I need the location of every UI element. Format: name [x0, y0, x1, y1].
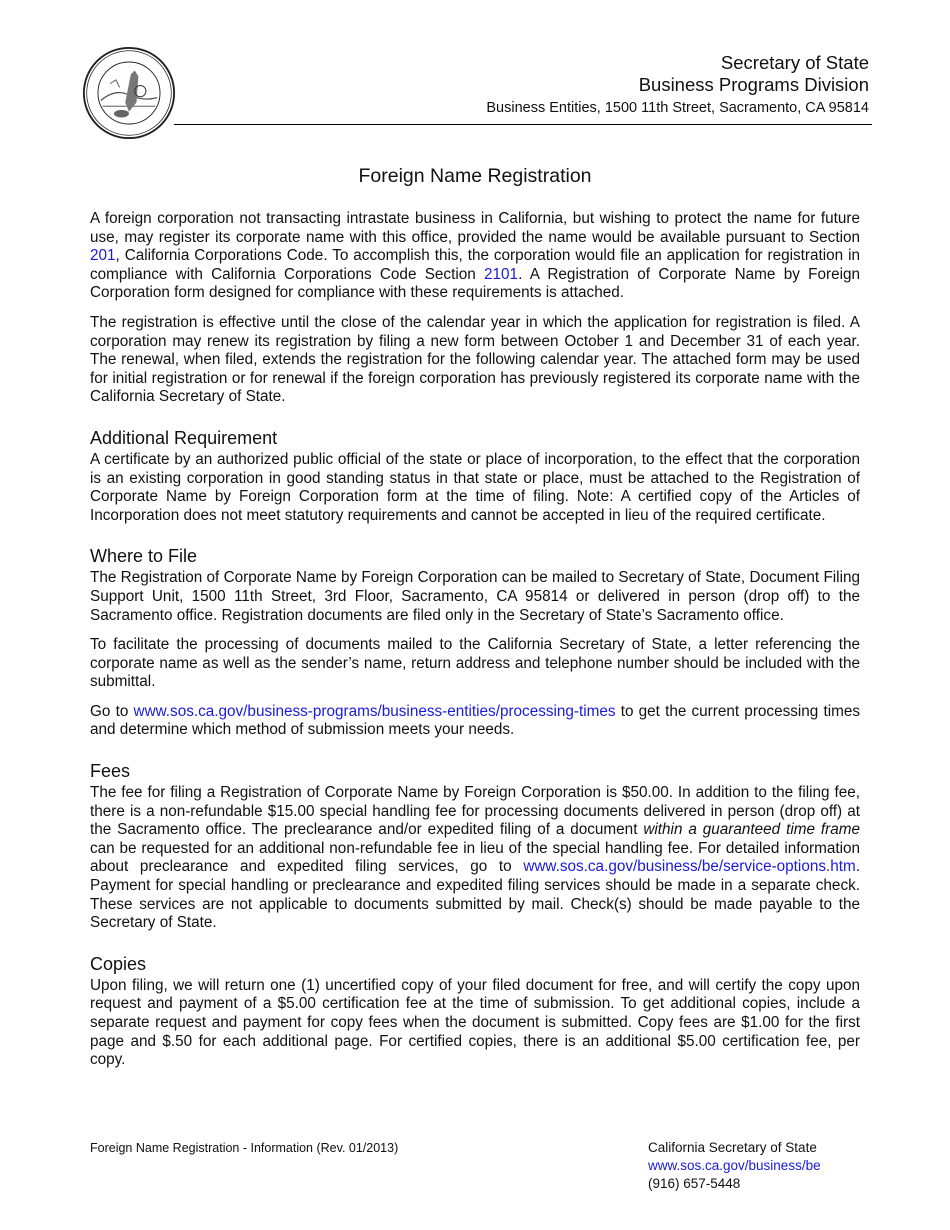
agency-name: Secretary of State — [720, 52, 869, 73]
emphasis-text: within a guaranteed time frame — [643, 821, 860, 839]
text: . A Registration of Corporate Name by Foreign Corporation form designed for compliance with these requirements is attached. — [90, 265, 860, 302]
header-divider — [174, 124, 872, 125]
text: A foreign corporation not transacting intrastate business in California, but wishing to protect the name for future use, may register its corporate name with this office, provided the name would be available pursuant to Section — [90, 210, 860, 246]
footer-website-link[interactable]: www.sos.ca.gov/business/be — [648, 1158, 821, 1173]
fees-paragraph — [90, 784, 860, 933]
agency-header — [486, 52, 869, 119]
intro-paragraph-1 — [90, 210, 860, 303]
california-seal-logo — [82, 46, 176, 140]
document-body — [90, 210, 860, 1081]
text: can be requested for an additional non-refundable fee in lieu of the special handling fee. For detailed information about preclearance and expedited filing services, go to — [90, 839, 860, 876]
footer-contact — [648, 1139, 821, 1193]
copies-paragraph: Upon filing, we will return one (1) uncertified copy of your filed document for free, and will certify the copy upon request and payment of a $5.00 certification fee at the time of submission. To get additional copies, include a separate request and payment for copy fees when the document is submitted. Copy fees are $1.00 for the first page and $.50 for each additional page. For certified copies, there is an additional $5.00 certification fee, per copy. — [90, 976, 860, 1069]
intro-paragraph-2: The registration is effective until the close of the calendar year in which the application for registration is filed. A corporation may renew its registration by filing a new form between October 1 and December 31 of each year. The renewal, when filed, extends the registration for the following calendar year. The attached form may be used for initial registration or for renewal if the foreign corporation has previously registered its corporate name with the California Secretary of State. — [90, 313, 860, 406]
footer-org: California Secretary of State — [648, 1140, 817, 1155]
division-name: Business Programs Division — [638, 74, 869, 95]
fees-heading: Fees — [90, 761, 131, 782]
section-201-link[interactable]: 201 — [90, 247, 116, 265]
where-to-file-heading: Where to File — [90, 546, 198, 567]
service-options-link[interactable]: www.sos.ca.gov/business/be/service-options.htm — [523, 858, 856, 876]
footer-phone: (916) 657-5448 — [648, 1176, 741, 1191]
text: , California Corporations Code. To accomplish this, the corporation would file an application for registration in compliance with California Corporations Code Section — [90, 247, 860, 283]
additional-requirement-heading: Additional Requirement — [90, 427, 278, 448]
text: . Payment for special handling or preclearance and expedited filing services should be made in a separate check. These services are not applicable to documents submitted by mail. Check(s) should be made payable to the Secretary of State. — [90, 858, 860, 932]
section-2101-link[interactable]: 2101 — [484, 265, 519, 283]
text: The fee for filing a Registration of Corporate Name by Foreign Corporation is $50.00. In addition to the filing fee, there is a non-refundable $15.00 special handling fee for processing documents delivered in person (drop off) at the Sacramento office. The preclearance and/or expedited filing of a document — [90, 784, 860, 839]
where-to-file-paragraph-1: The Registration of Corporate Name by Foreign Corporation can be mailed to Secretary of State, Document Filing Support Unit, 1500 11th Street, 3rd Floor, Sacramento, CA 95814 or delivered in person (drop off) to the Sacramento office. Registration documents are filed only in the Secretary of State’s Sacramento office. — [90, 569, 860, 624]
where-to-file-paragraph-3 — [90, 703, 860, 740]
page-title: Foreign Name Registration — [358, 165, 592, 187]
where-to-file-paragraph-2: To facilitate the processing of documents mailed to the California Secretary of State, a letter referencing the corporate name as well as the sender’s name, return address and telephone number should be included with the submittal. — [90, 636, 860, 691]
additional-requirement-paragraph: A certificate by an authorized public official of the state or place of incorporation, to the effect that the corporation is an existing corporation in good standing status in that state or place, must be attached to the Registration of Corporate Name by Foreign Corporation form at the time of filing. Note: A certified copy of the Articles of Incorporation does not meet statutory requirements and cannot be accepted in lieu of the required certificate. — [90, 450, 860, 524]
footer-form-revision: Foreign Name Registration - Information (Rev. 01/2013) — [90, 1141, 399, 1155]
copies-heading: Copies — [90, 953, 147, 974]
text: Go to — [90, 702, 134, 720]
text: to get the current processing times and determine which method of submission meets your needs. — [90, 702, 860, 739]
agency-address: Business Entities, 1500 11th Street, Sacramento, CA 95814 — [486, 100, 869, 116]
processing-times-link[interactable]: www.sos.ca.gov/business-programs/business-entities/processing-times — [133, 702, 616, 720]
